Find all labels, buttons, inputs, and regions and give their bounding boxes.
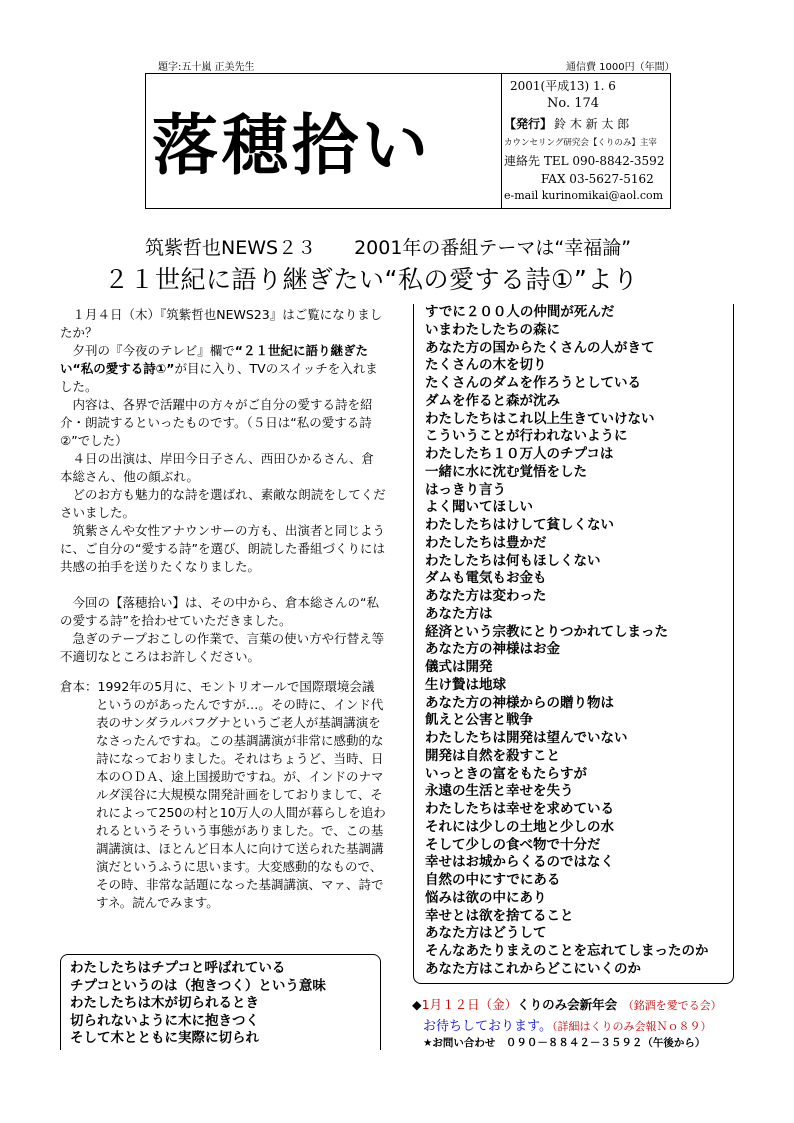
poem-line: たくさんの木を切り <box>425 357 547 374</box>
poem-line: わたしたちはチプコと呼ばれている <box>70 960 286 976</box>
event-subtitle: （銘酒を愛でる会） <box>617 999 722 1012</box>
intro-paragraph: 急ぎのテープおこしの作業で、言葉の使い方や行替え等不適切なところはお許しください。 <box>60 631 385 664</box>
poem-line: こういうことが行われないように <box>425 428 628 445</box>
poem-line: すでに２００人の仲間が死んだ <box>425 304 615 320</box>
intro-paragraph: 内容は、各界で活躍中の方々がご自分の愛する詩を紹介・朗読するといったものです。（５日は“私の愛する詩②”でした） <box>60 397 373 448</box>
publisher-name: 鈴 木 新 太 郎 <box>554 117 630 131</box>
poem-line: わたしたちはけして貧しくない <box>425 517 614 533</box>
poem-line: 飢えと公害と戦争 <box>425 712 533 729</box>
poem-line: わたしたちは木が切られるとき <box>70 995 259 1011</box>
title-credit: 題字:五十嵐 正美先生 <box>158 62 255 73</box>
poem-line: いっときの富をもたらすが <box>425 765 587 782</box>
organization: カウンセリング研究会【くりのみ】主宰 <box>504 138 657 148</box>
intro-article <box>60 306 386 666</box>
poem-line: 自然の中にすでにある <box>425 872 561 888</box>
issue-date: 2001(平成13) 1. 6 <box>510 79 616 93</box>
poem-line: あなた方の神様からの贈り物は <box>425 694 614 711</box>
poem-line: ダムも電気もお金も <box>425 570 547 587</box>
poem-line: 幸せはお城からくるのではなく <box>425 854 614 871</box>
subtitle-main: ２１世紀に語り継ぎたい“私の愛する詩①”より <box>104 265 639 294</box>
poem-start <box>70 960 370 1048</box>
poem-line: そして木とともに実際に切られ <box>70 1030 259 1046</box>
poem-line: いまわたしたちの森に <box>425 321 560 338</box>
poem-line: あなた方はどうして <box>425 925 547 942</box>
poem-line: よく聞いてほしい <box>425 499 533 516</box>
event-invitation <box>423 1015 711 1034</box>
event-notice <box>412 995 722 1013</box>
contact-inquiry: ★お問い合わせ ０９０－８８４２－３５９２（午後から） <box>423 1037 706 1049</box>
intro-emphasis: “２１世紀に語り継ぎたい“私の愛する詩①” <box>60 343 368 376</box>
poem-line: あなた方は変わった <box>425 588 547 604</box>
poem-line: 永遠の生活と幸せを失う <box>425 783 574 800</box>
poem-line: わたしたちはこれ以上生きていけない <box>425 410 655 427</box>
event-date: 1月１２日（金） <box>421 997 518 1012</box>
invitation-text: お待ちしております。 <box>423 1019 552 1034</box>
poem-line: 儀式は開発 <box>425 659 493 675</box>
event-details-ref: （詳細はくりのみ会報Ｎｏ８９） <box>551 1020 712 1033</box>
poem-line: それには少しの土地と少しの水 <box>425 818 614 835</box>
event-name: くりのみ会新年会 <box>517 997 618 1012</box>
poem-line: あなた方はこれからどこにいくのか <box>425 960 641 977</box>
poem-line: 生け贄は地球 <box>425 676 506 693</box>
poem-line: 一緒に水に沈む覚悟をした <box>425 463 587 480</box>
publisher-label: 【発行】 <box>504 117 553 131</box>
poem-line: わたしたちは何もほしくない <box>425 552 601 569</box>
poem-line: そんなあたりまえのことを忘れてしまったのか <box>425 943 709 959</box>
intro-text: が目に入り、TVのスイッチを入れました。 <box>60 361 378 394</box>
intro-paragraph <box>60 342 386 396</box>
poem-line: わたしたちは豊かだ <box>425 534 547 551</box>
issue-number: No. 174 <box>547 96 600 111</box>
contact-email: e-mail kurinomikai@aol.com <box>504 189 664 202</box>
speech-text: 倉本：1992年の5月に、モントリオールで国際環境会議というのがあったんですが…。その時に、インド代表のサンダラルバフグナというご老人が基調講演をなさったんですね。この基調講演が非常に感動的な詩になっておりました。それはちょうど、当時、日本のＯＤＡ、途上国援助ですね。が、インドのナマルダ渓谷に大規模な開発計画をしておりまして、それによって250の村と10万人の人間が暮らしを追われるというそういう事態がありました。で、この基調講演は、ほとんど日本人に向けて送られた基調講演だというふうに思います。大変感動的なもので、その時、非常な話題になった基調講演、マァ、詩ですネ。読んでみます。 <box>60 679 386 910</box>
intro-paragraph: １月４日（木）『筑紫哲也NEWS23』はご覧になりましたか？ <box>60 307 383 340</box>
intro-paragraph: どのお方も魅力的な詩を選ばれ、素敵な朗読をしてくださいました。 <box>60 487 386 520</box>
subscription-fee: 通信費 1000円（年間） <box>566 62 675 73</box>
subtitle-program: 筑紫哲也NEWS２３ 2001年の番組テーマは“幸福論” <box>145 237 632 259</box>
speech-transcript <box>60 678 386 912</box>
poem-line: 悩みは欲の中にあり <box>425 889 547 906</box>
poem-continued <box>425 304 735 979</box>
poem-line: はっきり言う <box>425 481 506 498</box>
contact-tel: 連絡先 TEL 090-8842-3592 <box>504 154 665 168</box>
poem-line: あなた方の神様はお金 <box>425 641 560 658</box>
masthead <box>145 73 671 209</box>
poem-line: たくさんのダムを作ろうとしている <box>425 375 641 391</box>
poem-line: ダムを作ると森が沈み <box>425 392 560 409</box>
intro-paragraph: 筑紫さんや女性アナウンサーの方も、出演者と同じように、ご自分の“愛する詩”を選び、朗読した番組づくりには共感の拍手を送りたくなりました。 <box>60 523 386 574</box>
poem-line: あなた方の国からたくさんの人がきて <box>425 339 655 356</box>
newsletter-title: 落穂拾い <box>152 106 432 184</box>
poem-line: そして少しの食べ物で十分だ <box>425 836 601 853</box>
poem-line: 幸せとは欲を捨てること <box>425 907 574 924</box>
poem-line: あなた方は <box>425 605 493 622</box>
intro-paragraph: 今回の【落穂拾い】は、その中から、倉本総さんの“私の愛する詩”を拾わせていただきました。 <box>60 595 379 628</box>
poem-line: チプコというのは（抱きつく）という意味 <box>70 977 326 994</box>
intro-text: 夕刊の『今夜のテレビ』欄で <box>60 343 235 358</box>
poem-line: 経済という宗教にとりつかれてしまった <box>425 623 668 640</box>
contact-fax: FAX 03-5627-5162 <box>541 172 654 186</box>
poem-line: 切られないように木に抱きつく <box>70 1012 259 1029</box>
poem-line: わたしたち１０万人のチプコは <box>425 446 614 462</box>
poem-line: わたしたちは開発は望んでいない <box>425 730 628 746</box>
diamond-icon: ◆ <box>412 997 422 1012</box>
poem-line: 開発は自然を殺すこと <box>425 747 560 764</box>
poem-line: わたしたちは幸せを求めている <box>425 801 614 817</box>
masthead-info <box>501 74 673 208</box>
intro-paragraph: ４日の出演は、岸田今日子さん、西田ひかるさん、倉本総さん、他の顔ぶれ。 <box>60 451 375 484</box>
